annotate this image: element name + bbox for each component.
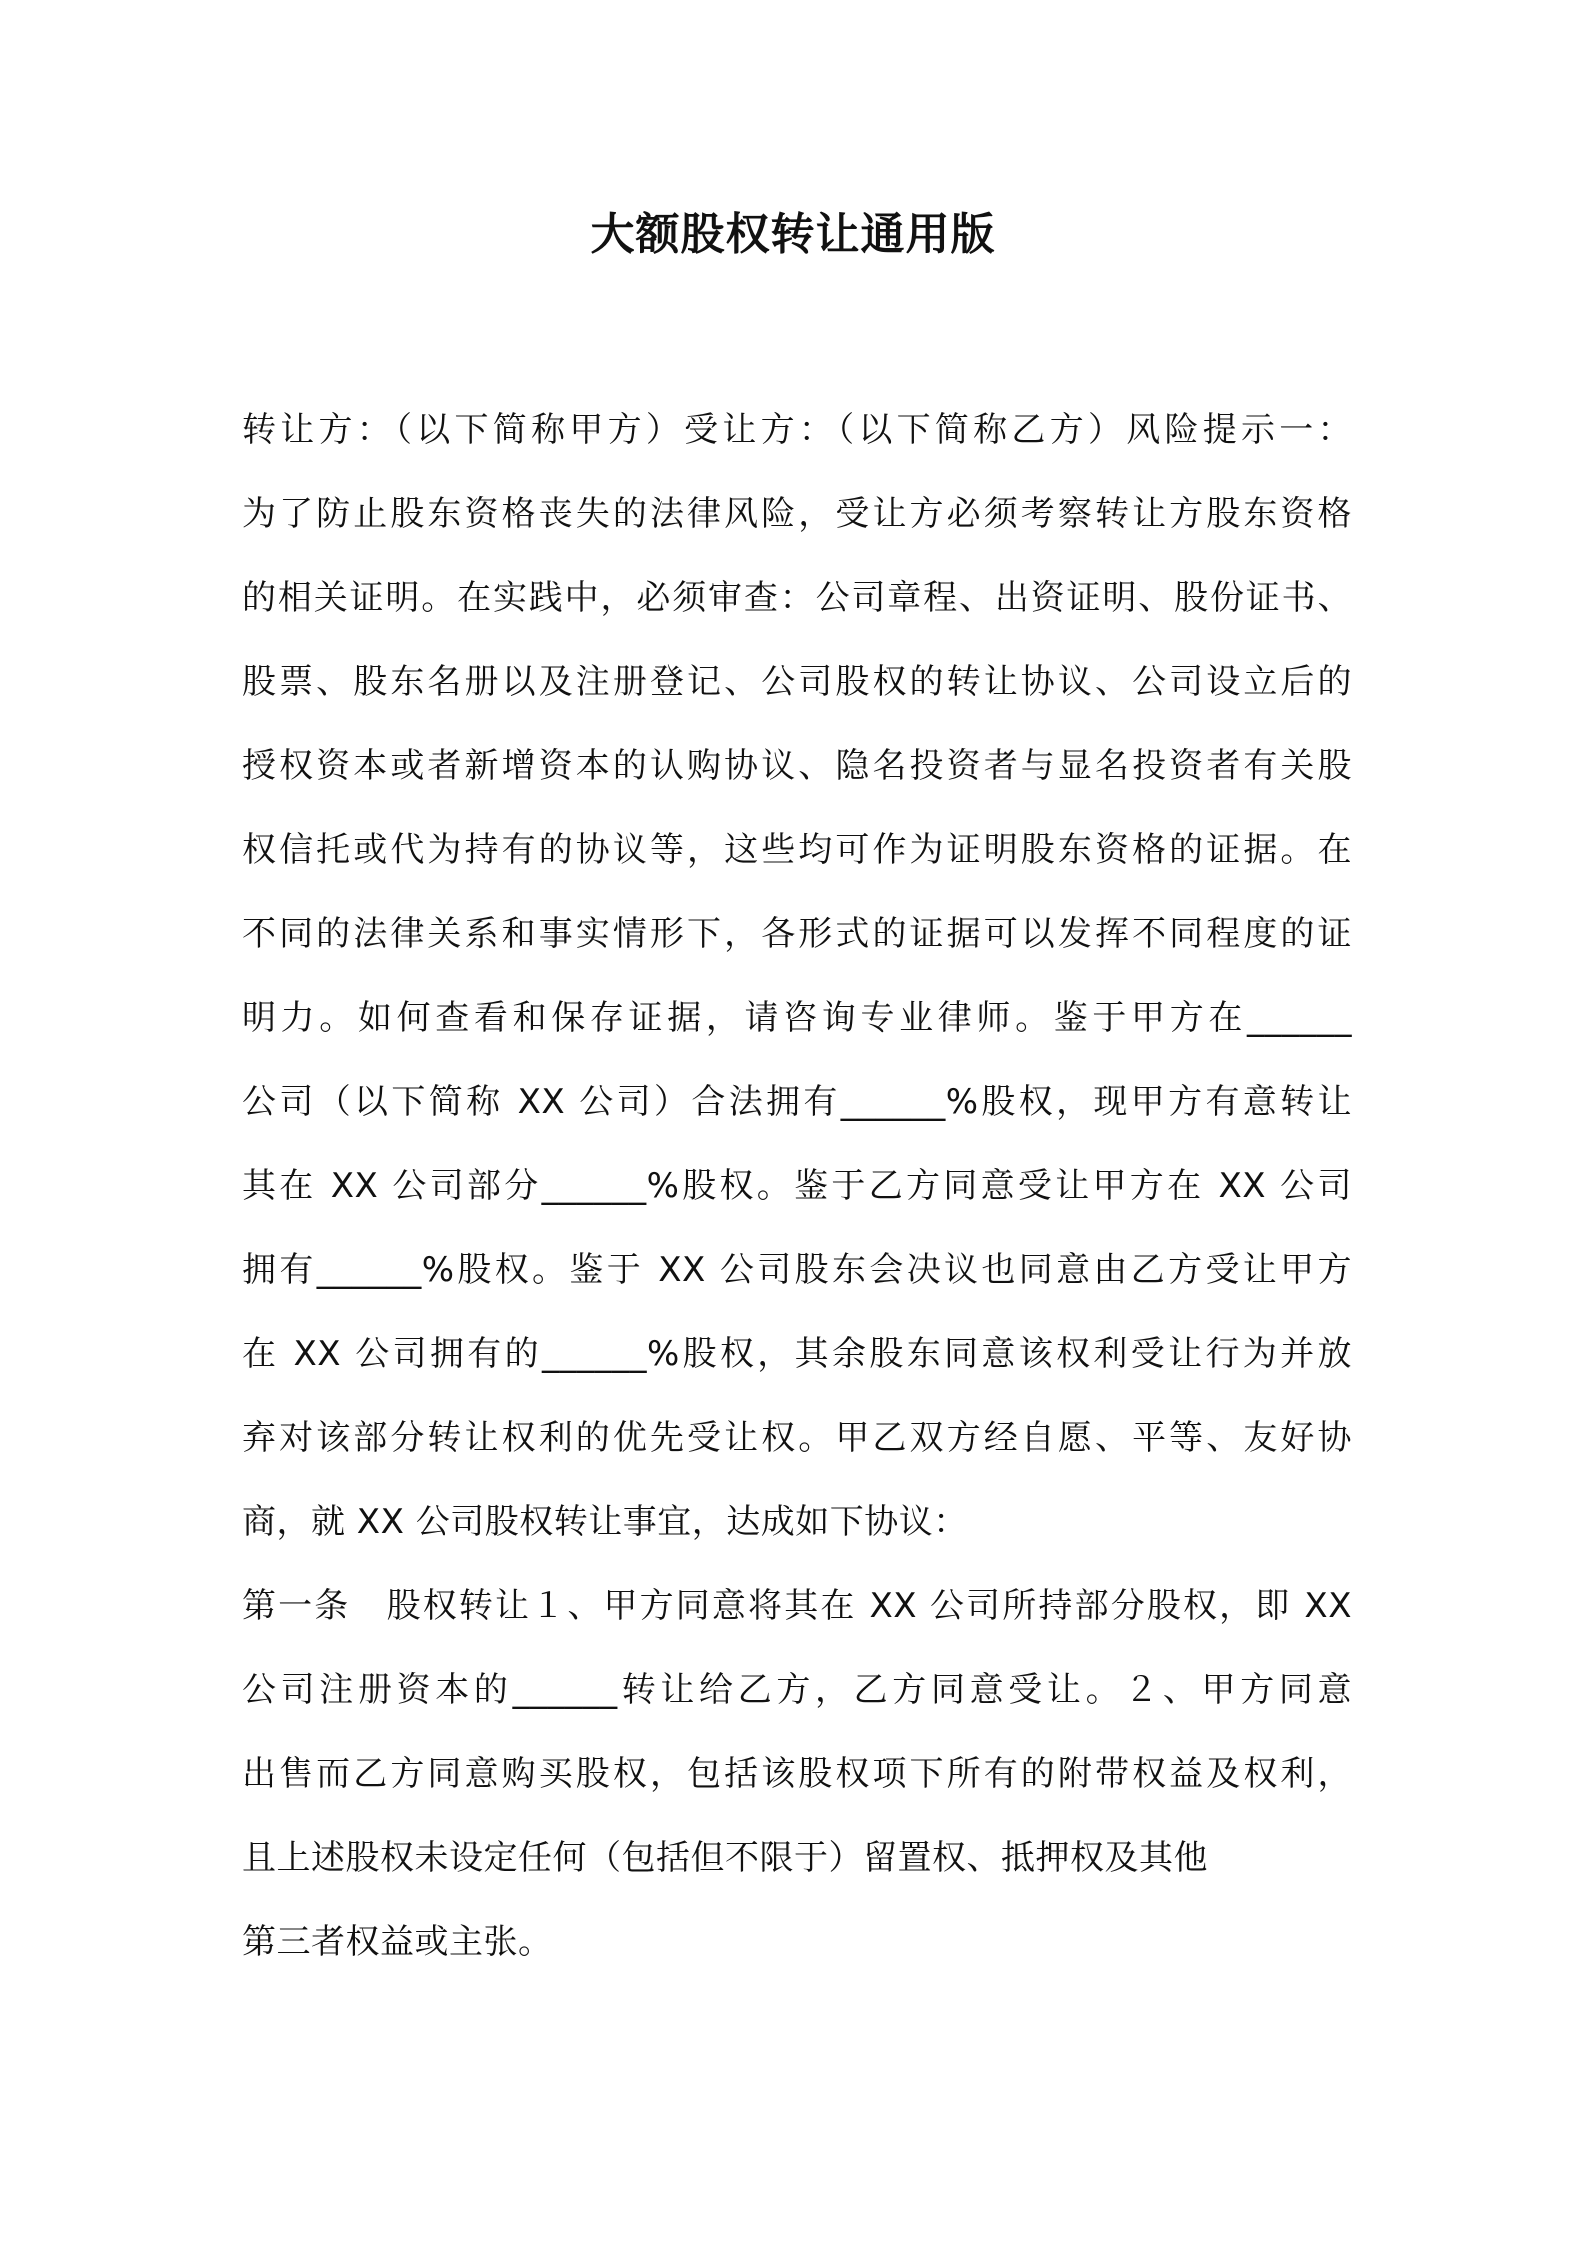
- body-line: 商，就 XX 公司股权转让事宜，达成如下协议：: [242, 1502, 968, 1542]
- body-line: 拥有______%股权。鉴于 XX 公司股东会决议也同意由乙方受让甲方: [242, 1250, 1352, 1290]
- body-line: 出售而乙方同意购买股权，包括该股权项下所有的附带权益及权利，: [242, 1754, 1352, 1794]
- body-line: 在 XX 公司拥有的______%股权，其余股东同意该权利受让行为并放: [242, 1334, 1352, 1374]
- body-line: 弃对该部分转让权利的优先受让权。甲乙双方经自愿、平等、友好协: [242, 1418, 1352, 1458]
- body-line: 不同的法律关系和事实情形下，各形式的证据可以发挥不同程度的证: [242, 914, 1352, 954]
- document-title: 大额股权转让通用版: [590, 209, 996, 260]
- article-1-heading-line: 第一条 股权转让１、甲方同意将其在 XX 公司所持部分股权，即 XX: [242, 1586, 1352, 1626]
- body-line: 股票、股东名册以及注册登记、公司股权的转让协议、公司设立后的: [242, 662, 1352, 702]
- body-line: 公司（以下简称 XX 公司）合法拥有______%股权，现甲方有意转让: [242, 1082, 1352, 1122]
- body-line: 为了防止股东资格丧失的法律风险，受让方必须考察转让方股东资格: [242, 494, 1352, 534]
- body-line: 明力。如何查看和保存证据，请咨询专业律师。鉴于甲方在______: [242, 998, 1352, 1038]
- body-line: 转让方：（以下简称甲方）受让方：（以下简称乙方）风险提示一：: [242, 410, 1352, 450]
- body-line: 其在 XX 公司部分______%股权。鉴于乙方同意受让甲方在 XX 公司: [242, 1166, 1352, 1206]
- body-line: 权信托或代为持有的协议等，这些均可作为证明股东资格的证据。在: [242, 830, 1352, 870]
- body-line: 公司注册资本的______转让给乙方，乙方同意受让。２、甲方同意: [242, 1670, 1352, 1710]
- body-line: 授权资本或者新增资本的认购协议、隐名投资者与显名投资者有关股: [242, 746, 1352, 786]
- body-line: 的相关证明。在实践中，必须审查：公司章程、出资证明、股份证书、: [242, 578, 1352, 618]
- body-line: 第三者权益或主张。: [242, 1922, 553, 1962]
- body-line: 且上述股权未设定任何（包括但不限于）留置权、抵押权及其他: [242, 1838, 1208, 1878]
